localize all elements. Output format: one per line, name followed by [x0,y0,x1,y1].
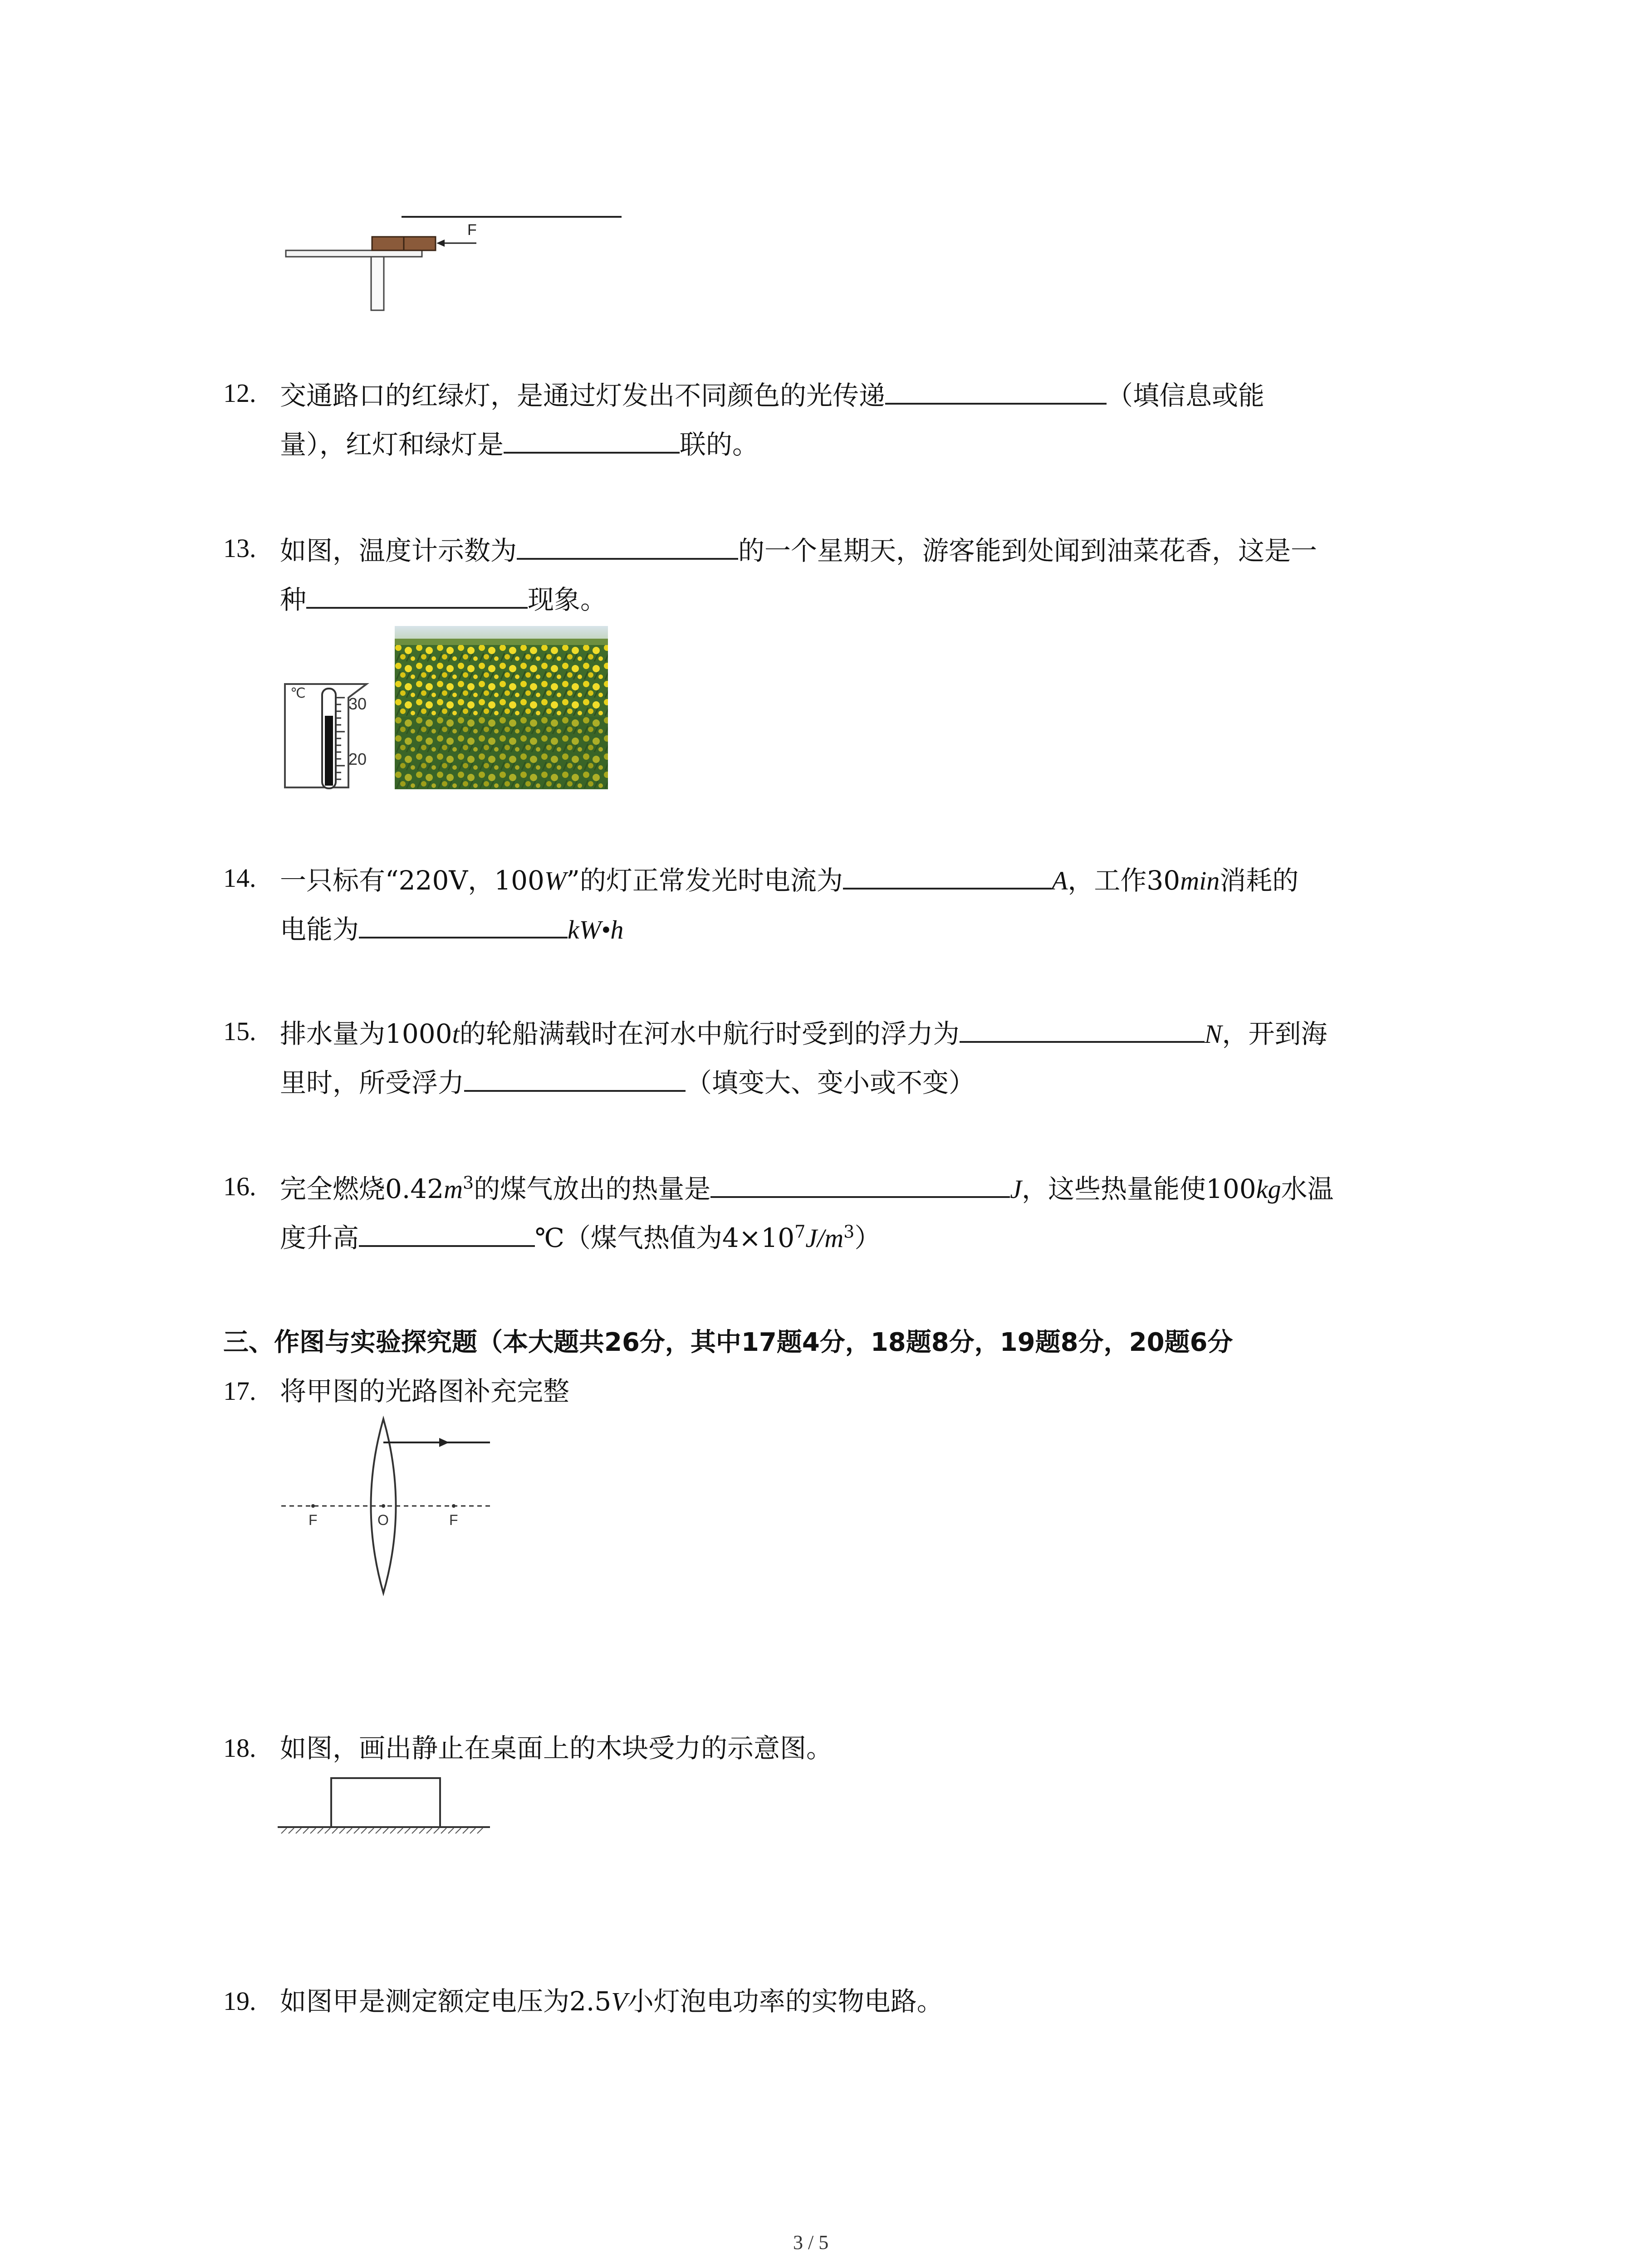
arrowhead [436,240,445,247]
question-number: 18. [223,1733,256,1763]
q13-text-b: 的一个星期天，游客能到处闻到油菜花香，这是一 [738,535,1318,566]
thermometer-20-label: 20 [348,750,367,768]
q15-text-c: 的轮船满载时在河水中航行时受到的浮力为 [459,1018,960,1049]
table-leg [371,257,384,310]
question-number: 17. [223,1376,256,1406]
unit-w: W [544,866,567,895]
answer-blank[interactable] [710,1173,1010,1198]
answer-blank[interactable] [359,1222,535,1247]
answer-blank[interactable] [504,429,680,454]
q14-text-f: ，工作30 [1068,865,1181,896]
answer-blank[interactable] [885,380,1107,405]
unit-t: t [452,1019,460,1049]
q13-text-a: 如图，温度计示数为 [280,535,517,566]
question-number: 15. [223,1017,256,1046]
q15-text-e: ，开到海 [1222,1018,1327,1049]
question-number: 12. [223,378,256,408]
thermometer-unit: ℃ [290,686,306,701]
answer-blank[interactable] [843,865,1052,890]
section-heading: 三、作图与实验探究题（本大题共26分，其中17题4分，18题8分，19题8分，20题6分 [223,1328,1233,1357]
unit-kg: kg [1256,1174,1281,1204]
q12-text-c: 量），红灯和绿灯是 [280,429,504,460]
q16-text-a: 完全燃烧0.42 [280,1173,444,1204]
q15-text-f: 里时，所受浮力 [280,1067,465,1098]
optical-center-label: O [377,1512,389,1528]
exponent-3: 3 [843,1222,855,1242]
unit-j: J [1010,1174,1022,1204]
unit-v: V [611,1987,627,2016]
exponent-7: 7 [794,1222,806,1242]
question-number: 14. [223,863,256,893]
q12-text-d: 联的。 [680,429,759,460]
unit-kwh: kW•h [568,915,624,944]
tabletop [286,250,422,257]
q12-text-a: 交通路口的红绿灯，是通过灯发出不同颜色的光传递 [280,380,886,411]
q16-text-k: ） [854,1222,881,1253]
exponent-3: 3 [463,1173,474,1193]
answer-blank[interactable] [517,535,738,560]
unit-min: min [1180,866,1220,895]
q13-text-d: 现象。 [528,584,607,615]
block-on-table-diagram [272,1774,499,1842]
q15-text-g: （填变大、变小或不变） [686,1067,975,1098]
q14-text-a: 一只标有“220 [280,865,449,896]
question-number: 16. [223,1172,256,1201]
q14-text-b: V，100 [449,865,544,896]
q14-text-i: 电能为 [280,914,359,945]
focus-left-label: F [309,1512,318,1528]
wood-block [331,1778,440,1827]
q14-text-h: 消耗的 [1220,865,1299,896]
focus-right-label: F [449,1512,458,1528]
q17-text: 将甲图的光路图补充完整 [280,1376,570,1407]
answer-blank[interactable] [464,1067,686,1092]
convex-lens-diagram [272,1406,508,1597]
q15-text-a: 排水量为1000 [280,1018,452,1049]
unit-m: m [444,1174,463,1204]
q16-text-h: 水温 [1281,1173,1334,1204]
question-number: 13. [223,533,256,563]
unit-j-per-m3: J/m [805,1223,844,1253]
unit-n: N [1204,1019,1222,1049]
thermometer-liquid [325,716,333,786]
unit-a: A [1051,866,1068,895]
thermometer-30-label: 30 [348,694,367,713]
q13-text-c: 种 [280,584,307,615]
answer-blank[interactable] [306,584,528,609]
q16-text-j: ℃（煤气热值为4×10 [535,1222,795,1253]
q12-text-b: （填信息或能 [1107,380,1265,411]
q19-text-c: 小灯泡电功率的实物电路。 [627,1986,943,2017]
question-number: 19. [223,1986,256,2016]
q19-text-a: 如图甲是测定额定电压为2.5 [280,1986,612,2017]
answer-blank[interactable] [960,1018,1205,1043]
force-label: F [467,221,477,239]
answer-blank[interactable] [359,914,568,938]
canola-field-photo [395,626,608,789]
q16-text-f: ，这些热量能使100 [1022,1173,1256,1204]
q14-text-d: ”的灯正常发光时电流为 [566,865,843,896]
q18-text: 如图，画出静止在桌面上的木块受力的示意图。 [280,1733,833,1764]
thermometer-figure [280,679,385,793]
q16-text-d: 的煤气放出的热量是 [474,1173,711,1204]
ray-arrowhead [439,1438,449,1447]
block-force-figure [272,200,635,318]
page-number: 3 / 5 [793,2231,829,2253]
q16-text-i: 度升高 [280,1222,359,1253]
